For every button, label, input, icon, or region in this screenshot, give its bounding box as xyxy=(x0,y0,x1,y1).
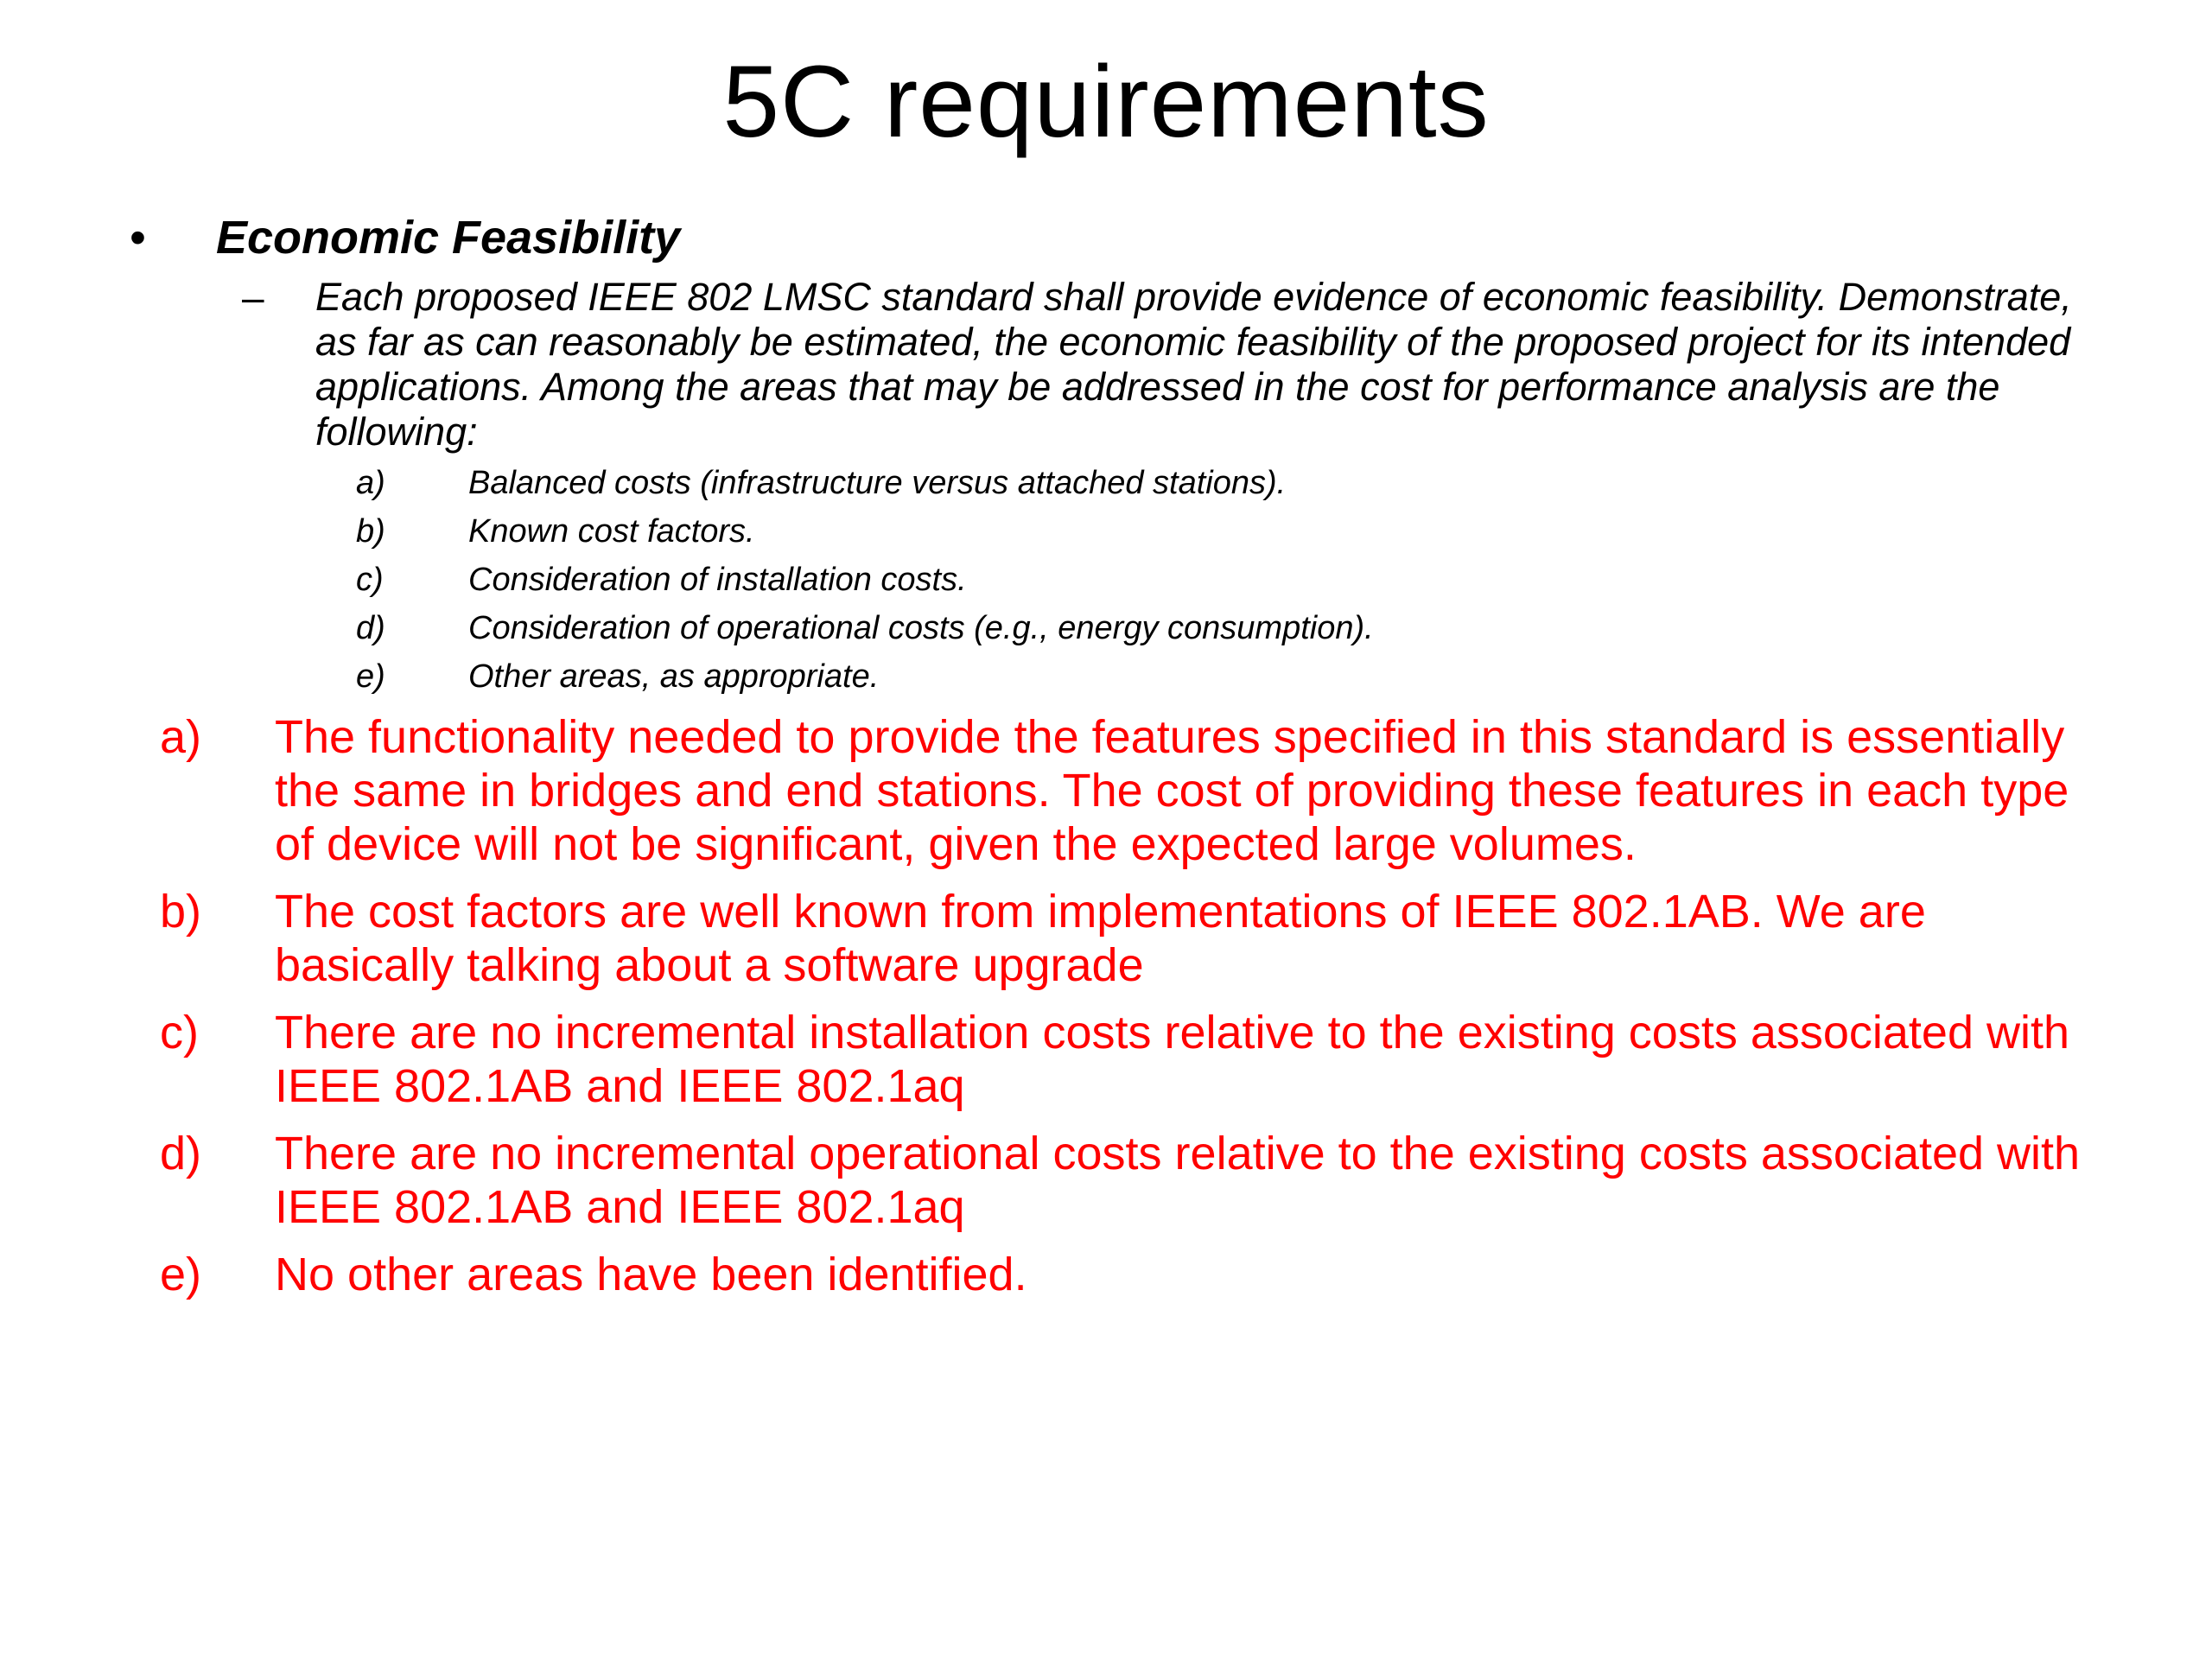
answer-item xyxy=(160,1127,2095,1234)
answer-label: d) xyxy=(160,1128,202,1179)
answer-item xyxy=(160,1248,2095,1301)
bullet-heading: Economic Feasibility xyxy=(216,212,681,264)
answer-text: There are no incremental operational costs relative to the existing costs associated with IEEE 802.1AB and IEEE 802.1aq xyxy=(275,1128,2081,1233)
criteria-text: Consideration of installation costs. xyxy=(468,562,967,598)
answer-list xyxy=(160,710,2095,1315)
criteria-item xyxy=(356,652,1911,701)
answer-text: The functionality needed to provide the features specified in this standard is essentially the same in bridges and end stations. The cost of providing these features in each type of device will not be significant, given the expected large volumes. xyxy=(275,711,2069,870)
answer-item xyxy=(160,710,2095,871)
criteria-label: b) xyxy=(356,513,385,550)
criteria-list xyxy=(356,459,1911,701)
answer-text: There are no incremental installation costs relative to the existing costs associated with IEEE 802.1AB and IEEE 802.1aq xyxy=(275,1007,2070,1112)
sub-bullet-marker: – xyxy=(242,275,264,320)
criteria-item xyxy=(356,507,1911,556)
slide-title: 5C requirements xyxy=(722,45,1490,159)
criteria-text: Balanced costs (infrastructure versus attached stations). xyxy=(468,465,1287,501)
criteria-label: e) xyxy=(356,658,385,695)
criteria-text: Other areas, as appropriate. xyxy=(468,658,880,695)
answer-item xyxy=(160,1006,2095,1113)
criteria-label: c) xyxy=(356,562,384,598)
criteria-text: Known cost factors. xyxy=(468,513,755,550)
answer-text: The cost factors are well known from implementations of IEEE 802.1AB. We are basically talking about a software upgrade xyxy=(275,886,1926,991)
criteria-item xyxy=(356,556,1911,604)
criteria-label: d) xyxy=(356,610,385,646)
criteria-text: Consideration of operational costs (e.g., energy consumption). xyxy=(468,610,1374,646)
criteria-item xyxy=(356,459,1911,507)
answer-label: e) xyxy=(160,1249,202,1300)
answer-text: No other areas have been identified. xyxy=(275,1249,1027,1300)
criteria-label: a) xyxy=(356,465,385,501)
sub-bullet-text: Each proposed IEEE 802 LMSC standard shall provide evidence of economic feasibility. Demonstrate, as far as can reasonably be estimated, the economic feasibility of the proposed project for its intended applications. Among the areas that may be addressed in the cost for performance analysis are the following: xyxy=(315,275,2072,454)
answer-label: b) xyxy=(160,886,202,938)
answer-label: a) xyxy=(160,711,202,763)
bullet-economic-feasibility xyxy=(130,207,2117,268)
bullet-marker: • xyxy=(130,212,146,264)
answer-item xyxy=(160,885,2095,992)
criteria-item xyxy=(356,604,1911,652)
answer-label: c) xyxy=(160,1007,199,1058)
